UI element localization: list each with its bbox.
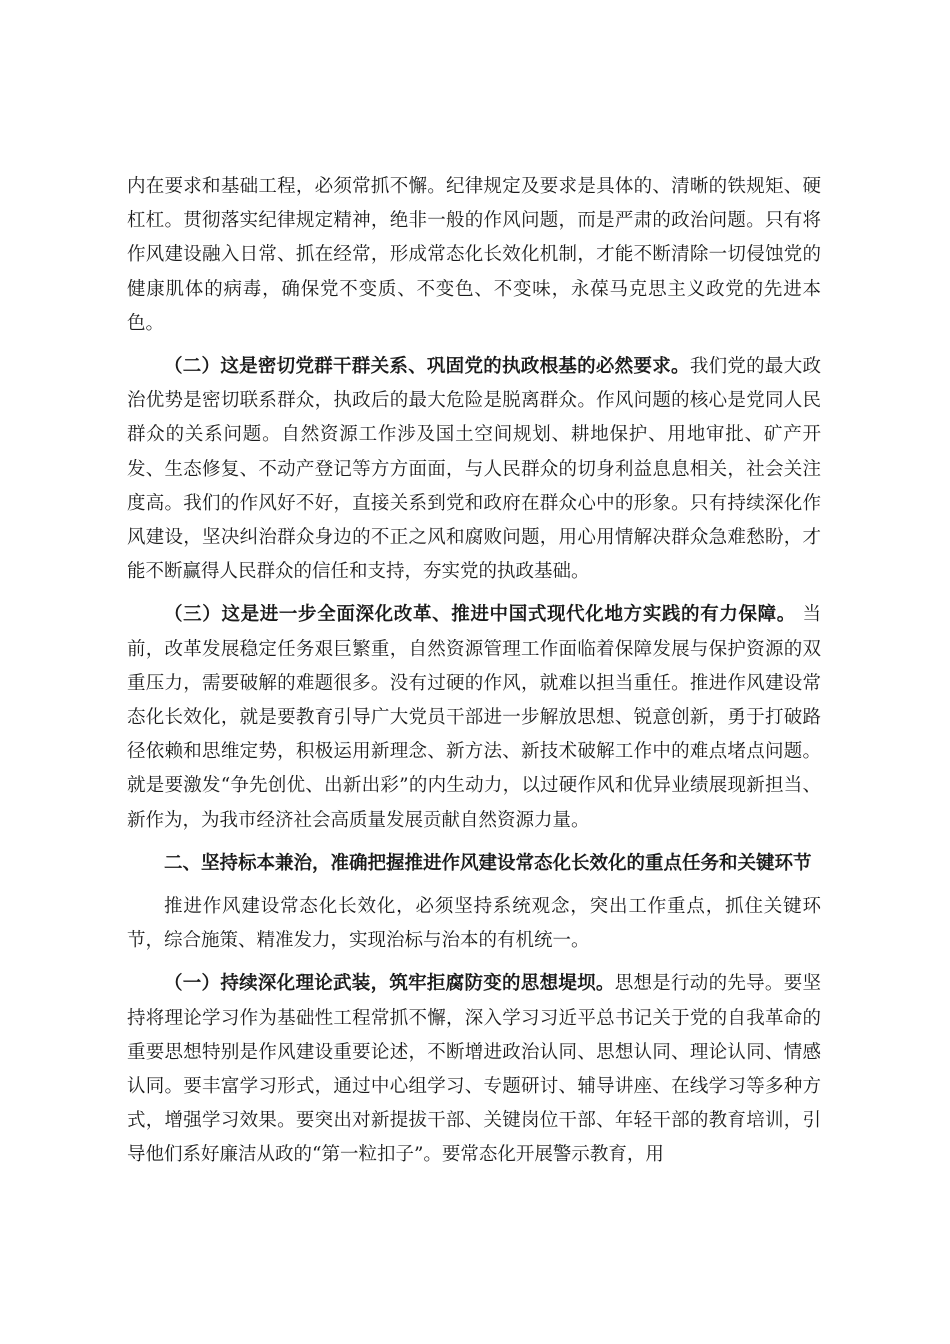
- paragraph-section-3: [127, 598, 821, 837]
- paragraph-lead: （一）持续深化理论武装，筑牢拒腐防变的思想堤坝。: [164, 973, 615, 995]
- paragraph-text: 我们党的最大政治优势是密切联系群众，执政后的最大危险是脱离群众。作风问题的核心是党同人民群众的关系问题。自然资源工作涉及国土空间规划、耕地保护、用地审批、矿产开发、生态修复、不动产登记等方方面面，与人民群众的切身利益息息相关，社会关注度高。我们的作风好不好，直接关系到党和政府在群众心中的形象。只有持续深化作风建设，坚决纠治群众身边的不正之风和腐败问题，用心用情解决群众急难愁盼，才能不断赢得人民群众的信任和支持，夯实党的执政基础。: [127, 356, 821, 583]
- paragraph-section-2: [127, 350, 821, 589]
- section-heading: [127, 847, 821, 881]
- document-body: [127, 170, 821, 1182]
- paragraph-lead: （二）这是密切党群干群关系、巩固党的执政根基的必然要求。: [164, 356, 690, 378]
- paragraph-continuation: [127, 170, 821, 341]
- section-heading-text: 二、坚持标本兼治，准确把握推进作风建设常态化长效化的重点任务和关键环节: [164, 852, 812, 874]
- paragraph-text: 当前，改革发展稳定任务艰巨繁重，自然资源管理工作面临着保障发展与保护资源的双重压力，需要破解的难题很多。没有过硬的作风，就难以担当重任。推进作风建设常态化长效化，就是要教育引导广大党员干部进一步解放思想、锐意创新，勇于打破路径依赖和思维定势，积极运用新理念、新方法、新技术破解工作中的难点堵点问题。就是要激发“争先创优、出新出彩”的内生动力，以过硬作风和优异业绩展现新担当、新作为，为我市经济社会高质量发展贡献自然资源力量。: [127, 604, 821, 831]
- paragraph-subsection-1: [127, 967, 821, 1172]
- paragraph-text: 推进作风建设常态化长效化，必须坚持系统观念，突出工作重点，抓住关键环节，综合施策、精准发力，实现治标与治本的有机统一。: [127, 896, 821, 952]
- paragraph-text: 内在要求和基础工程，必须常抓不懈。纪律规定及要求是具体的、清晰的铁规矩、硬杠杠。贯彻落实纪律规定精神，绝非一般的作风问题，而是严肃的政治问题。只有将作风建设融入日常、抓在经常，形成常态化长效化机制，才能不断清除一切侵蚀党的健康肌体的病毒，确保党不变质、不变色、不变味，永葆马克思主义政党的先进本色。: [127, 176, 821, 334]
- paragraph-intro: [127, 890, 821, 958]
- paragraph-lead: （三）这是进一步全面深化改革、推进中国式现代化地方实践的有力保障。: [164, 604, 796, 626]
- paragraph-text: 思想是行动的先导。要坚持将理论学习作为基础性工程常抓不懈，深入学习习近平总书记关于党的自我革命的重要思想特别是作风建设重要论述，不断增进政治认同、思想认同、理论认同、情感认同。要丰富学习形式，通过中心组学习、专题研讨、辅导讲座、在线学习等多种方式，增强学习效果。要突出对新提拔干部、关键岗位干部、年轻干部的教育培训，引导他们系好廉洁从政的“第一粒扣子”。要常态化开展警示教育，用: [127, 973, 821, 1166]
